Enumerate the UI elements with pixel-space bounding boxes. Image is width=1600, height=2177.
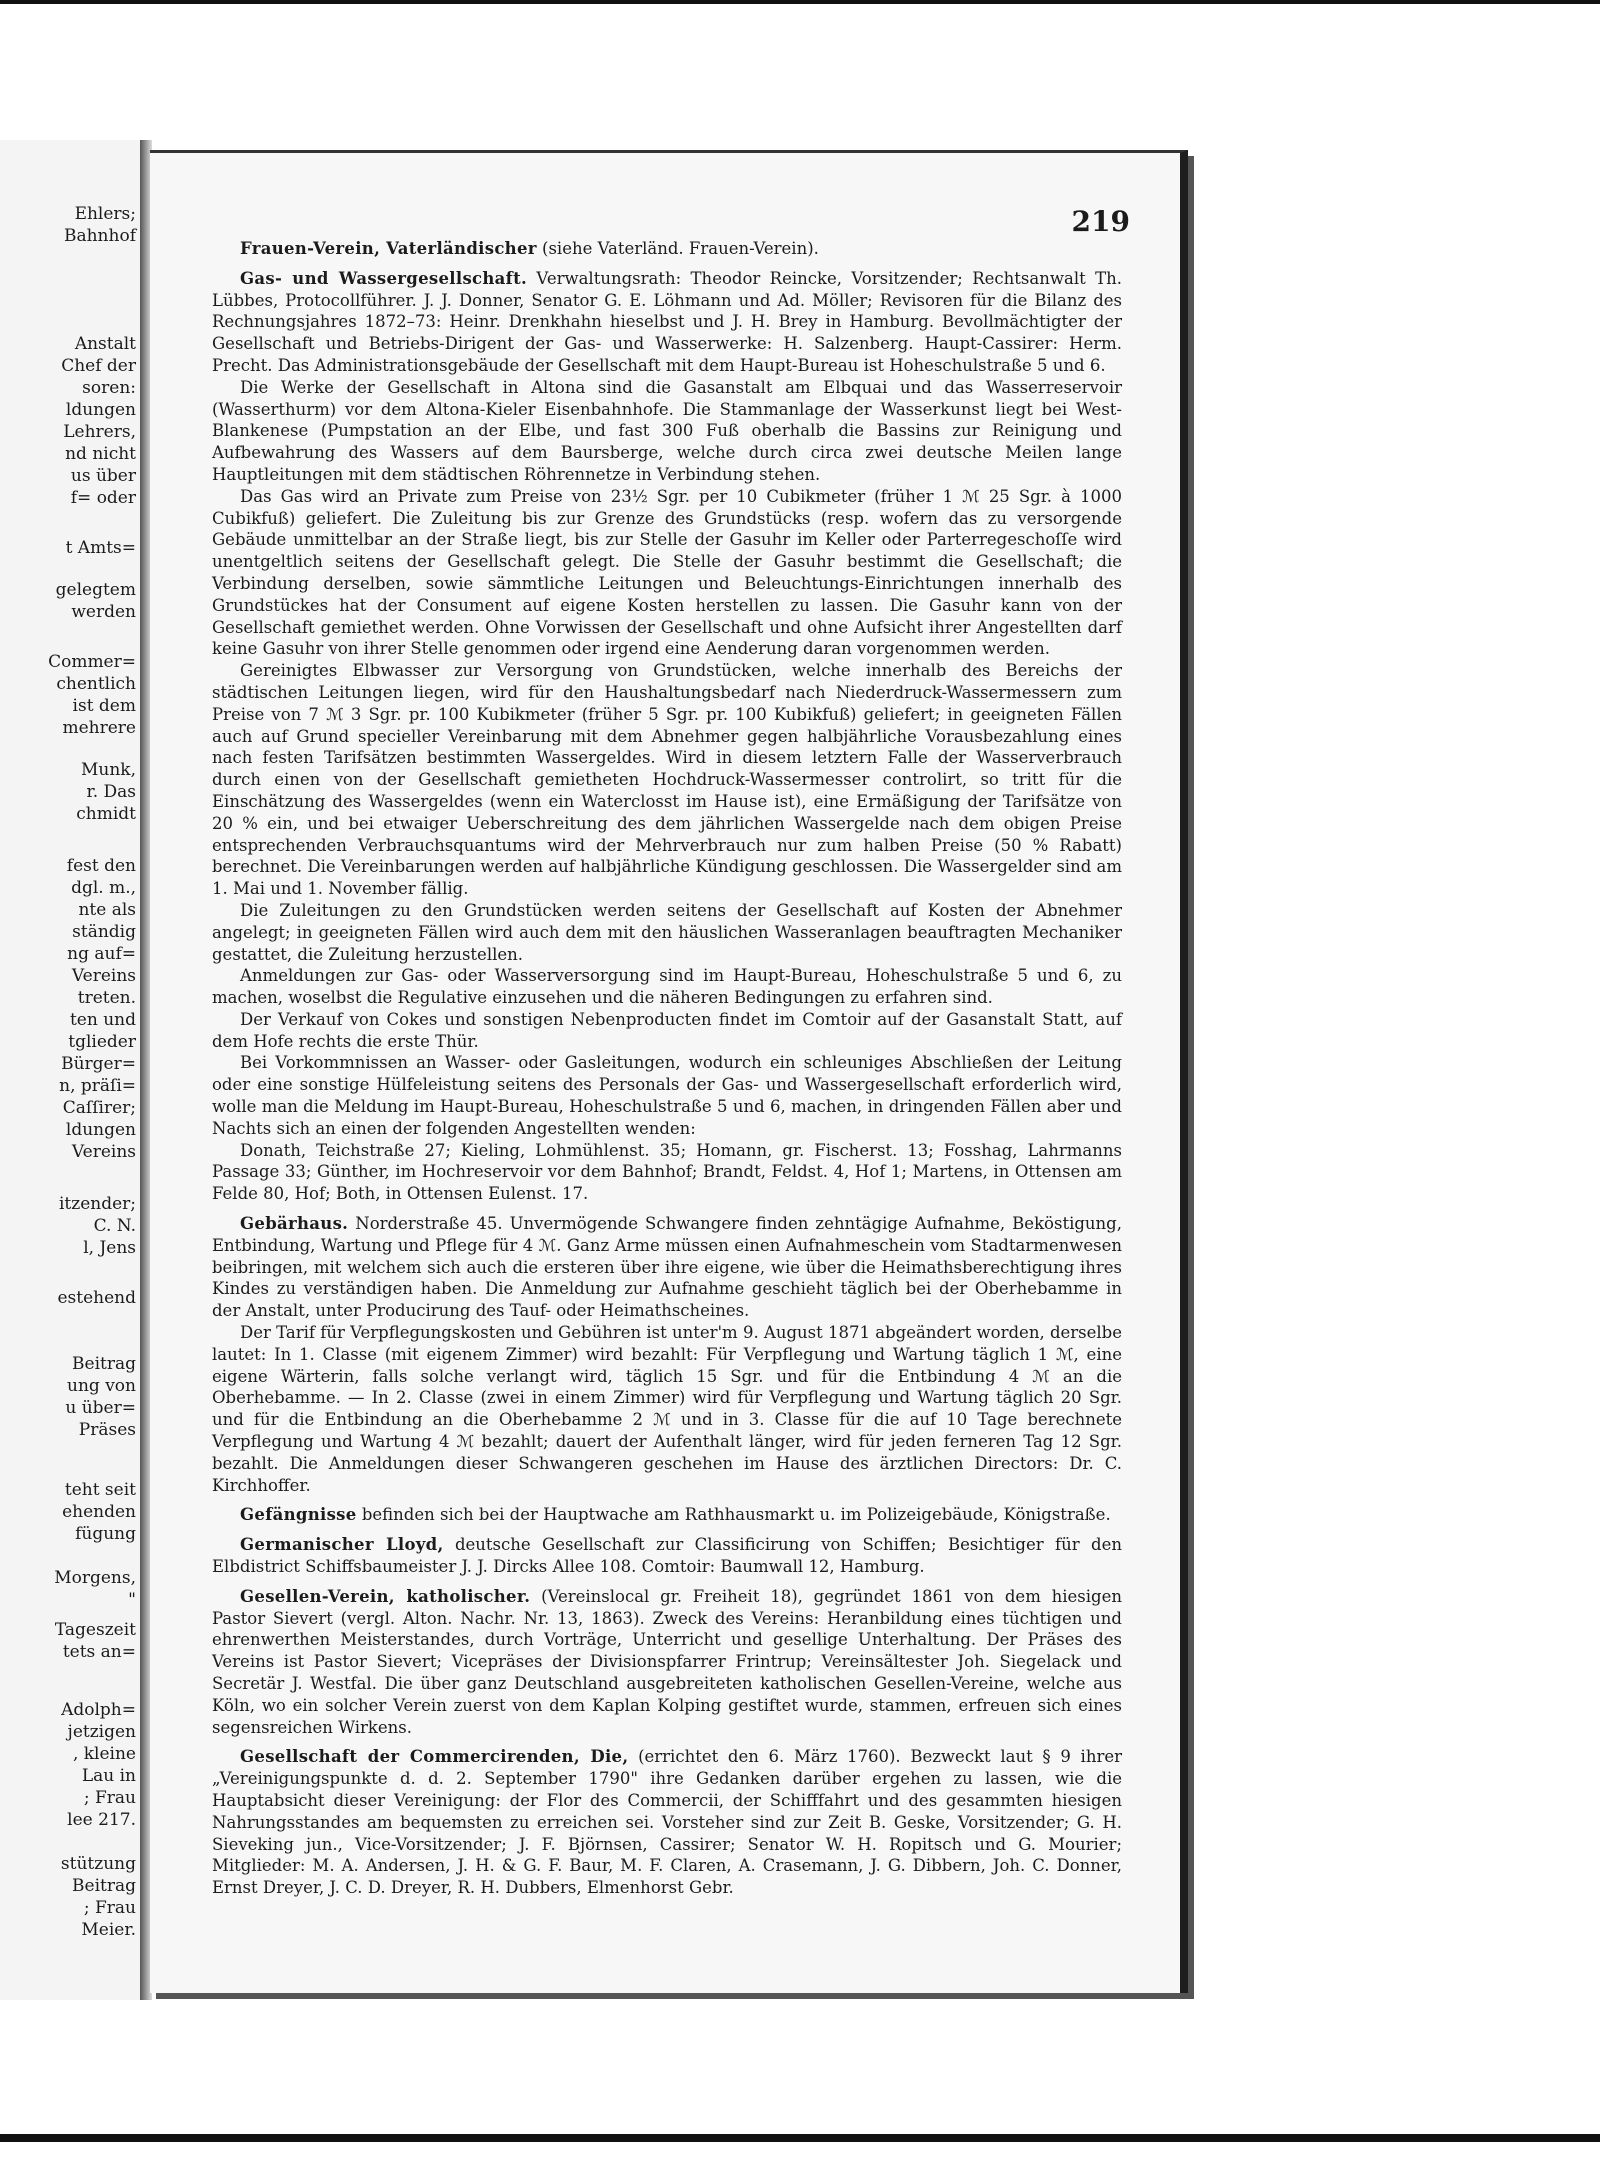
scan-border-bottom [0,2134,1600,2177]
left-page-text-fragment: chmidt [76,804,136,824]
left-page-text-fragment: us über [70,466,136,486]
left-page-text-fragment: fügung [75,1524,136,1544]
left-page-text-fragment: stützung [60,1854,136,1874]
left-page-text-fragment: Adolph= [61,1700,136,1720]
left-page-text-fragment: Lehrers, [63,422,136,442]
entry-heading: Gefängnisse [240,1505,357,1525]
entry-text: Der Tarif für Verpflegungskosten und Gebühren ist unter'm 9. August 1871 abgeändert worden, derselbe lautet: In 1. Classe (mit eigenem Zimmer) wird bezahlt: Für Verpflegung und Wartung täglich 1 ℳ, eine eigene Wärterin, falls solche verlangt wird, täglich 15 Sgr. und für die Entbindung 4 ℳ an die Oberhebamme. — In 2. Classe (zwei in einem Zimmer) wird für Verpflegung und Wartung täglich 20 Sgr. und für die Entbindung an die Oberhebamme 2 ℳ und in 3. Classe für die auf 10 Tage berechnete Verpflegung und Wartung 4 ℳ bezahlt; dauert der Aufenthalt länger, wird für jeden ferneren Tag 12 Sgr. bezahlt. Die Anmeldungen dieser Schwangeren geschehen im Hause des ärztlichen Directors: Dr. C. Kirchhoffer. [212,1323,1122,1495]
scan-border-top [0,0,1600,4]
entry-text: Gereinigtes Elbwasser zur Versorgung von Grundstücken, welche innerhalb des Bereichs der städtischen Leitungen liegen, wird für den Haushaltungsbedarf nach Niederdruck-Wassermessern zum Preise von 7 ℳ 3 Sgr. pr. 100 Kubikmeter (früher 5 Sgr. pr. 100 Kubikfuß) geliefert; in geeigneten Fällen auch auf Grund specieller Vereinbarung mit dem Abnehmer gegen halbjährliche Vorausbezahlung eines nach festen Tarifsätzen bestimmten Wassergeldes. Wird in diesem letztern Falle der Wasserverbrauch durch einen von der Gesellschaft gemietheten Hochdruck-Wassermesser controlirt, so tritt für die Einschätzung des Wassergeldes (wenn ein Waterclosst im Hause ist), eine Ermäßigung der Tarifsätze von 20 % ein, und bei etwaiger Ueberschreitung des dem jährlichen Wassergelde nach dem obigen Preise entsprechenden Verbrauchsquantums wird der Mehrverbrauch nur zum halben Preise (50 % Rabatt) berechnet. Die Vereinbarungen werden auf halbjährliche Kündigung geschlossen. Die Wassergelder sind am 1. Mai und 1. November fällig. [212,661,1122,899]
left-page-text-fragment: dgl. m., [71,878,136,898]
left-page-text-fragment: treten. [77,988,136,1008]
entry-text: (siehe Vaterländ. Frauen-Verein). [542,239,819,258]
left-page-text-fragment: Beitrag [72,1876,136,1896]
entry-text: Verwaltungsrath: Theodor Reincke, Vorsitzender; Rechtsanwalt Th. Lübbes, Protocollführer. J. J. Donner, Senator G. E. Löhmann und Ad. Möller; Revisoren für die Bilanz des Rechnungsjahres 1872–73: Heinr. Drenkhahn hieselbst und J. H. Brey in Hamburg. Bevollmächtigter der Gesellschaft und Betriebs-Dirigent der Gas- und Wasserwerke: H. Salzenberg. Haupt-Cassirer: Herm. Precht. Das Administrationsgebäude der Gesellschaft mit dem Haupt-Bureau ist Hoheschulstraße 5 und 6. [212,268,1122,375]
left-page-text-fragment: Meier. [81,1920,136,1940]
left-page-text-fragment: ldungen [65,400,136,420]
left-page-text-fragment: ng auf= [67,944,136,964]
left-page-text-fragment: nd nicht [65,444,136,464]
entry-text: Bei Vorkommnissen an Wasser- oder Gasleitungen, wodurch ein schleuniges Abschließen der Leitung oder eine sonstige Hülfeleistung seitens des Personals der Gas- und Wassergesellschaft erforderlich wird, wolle man die Meldung im Haupt-Bureau, Hoheschulstraße 5 und 6, machen, in dringenden Fällen aber und Nachts sich an einen der folgenden Angestellten wenden: [212,1053,1122,1138]
page-number: 219 [1071,205,1130,238]
entry-paragraph [212,1504,1122,1526]
entry-paragraph [212,1746,1122,1899]
left-page-text-fragment: tglieder [68,1032,136,1052]
entry-paragraph [212,660,1122,900]
left-page-text-fragment: soren: [82,378,136,398]
left-page-text-fragment: teht seit [64,1480,136,1500]
left-page-text-fragment: ist dem [72,696,136,716]
left-page-text-fragment: chentlich [56,674,136,694]
entry-heading: Gebärhaus. [240,1214,349,1234]
entry-heading: Gesellschaft der Commercirenden, Die, [240,1747,629,1767]
left-page-text-fragment: Chef der [61,356,136,376]
left-page-text-fragment: Morgens, [54,1568,136,1588]
left-page-text-fragment: Bahnhof [63,226,136,246]
directory-entry [212,268,1122,1205]
entry-paragraph [212,1322,1122,1496]
entry-text: Die Werke der Gesellschaft in Altona sind die Gasanstalt am Elbquai und das Wasserreservoir (Wasserthurm) vor dem Altona-Kieler Eisenbahnhofe. Die Stammanlage der Wasserkunst liegt bei West-Blankenese (Pumpstation an der Elbe, und fast 300 Fuß oberhalb die Bassins zur Reinigung und Aufbewahrung des Wassers auf dem Baursberge, welche durch circa zwei deutsche Meilen lange Hauptleitungen mit dem städtischen Röhrennetze in Verbindung stehen. [212,377,1122,484]
left-page-text-fragment: fest den [66,856,136,876]
left-page-text-fragment: ständig [72,922,136,942]
entry-heading: Frauen-Verein, Vaterländischer [240,239,537,258]
entry-text: Das Gas wird an Private zum Preise von 23½ Sgr. per 10 Cubikmeter (früher 1 ℳ 25 Sgr. à 1000 Cubikfuß) geliefert. Die Zuleitung bis zur Grenze des Grundstücks (resp. wofern das zu versorgende Gebäude unmittelbar an der Straße liegt, bis zur Stelle der Gasuhr im Keller oder Parterregeschoſſe wird unentgeltlich seitens der Gesellschaft gelegt. Die Stelle der Gasuhr bestimmt die Gesellschaft; die Verbindung derselben, sowie sämmtliche Leitungen und Beleuchtungs-Einrichtungen innerhalb des Grundstückes hat der Consument auf eigene Kosten herstellen zu lassen. Die Gasuhr kann von der Gesellschaft gemiethet werden. Ohne Vorwissen der Gesellschaft und ohne Aufsicht ihrer Angestellten darf keine Gasuhr von ihrer Stelle genommen oder irgend eine Aenderung daran vorgenommen werden. [212,486,1122,659]
entry-paragraph [212,1586,1122,1739]
left-page-text-fragment: Anstalt [74,334,136,354]
entry-text: Der Verkauf von Cokes und sonstigen Nebenproducten findet im Comtoir auf der Gasanstalt Statt, auf dem Hofe rechts die erste Thür. [212,1009,1122,1051]
directory-entry [212,1586,1122,1739]
left-page-text-fragment: f= oder [70,488,136,508]
entry-heading: Gas- und Wassergesellschaft. [240,268,528,288]
left-page-text-fragment: n, präſi= [59,1076,136,1096]
entry-paragraph [212,486,1122,660]
left-page-text-fragment: jetzigen [67,1722,136,1742]
left-page-text-fragment: Beitrag [72,1354,136,1374]
left-page-text-fragment: ; Frau [83,1788,136,1808]
left-page-text-fragment: nte als [78,900,136,920]
directory-entry [212,1746,1122,1899]
directory-entry [212,1213,1122,1496]
directory-entry [212,238,1122,260]
entry-text: Anmeldungen zur Gas- oder Wasserversorgung sind im Haupt-Bureau, Hoheschulstraße 5 und 6, zu machen, woselbst die Regulative einzusehen und die näheren Bedingungen zu erfahren sind. [212,966,1122,1008]
left-page-text-fragment: ; Frau [83,1898,136,1918]
left-page-text-fragment: Vereins [71,966,136,986]
entry-paragraph [212,1140,1122,1205]
left-page-text-fragment: l, Jens [83,1238,136,1258]
left-page-text-fragment: itzender; [58,1194,136,1214]
left-page-text-fragment: mehrere [62,718,136,738]
left-page-text-fragment: werden [71,602,136,622]
entry-heading: Gesellen-Verein, katholischer. [240,1586,531,1606]
left-page-text-fragment: ten und [69,1010,136,1030]
entry-text: befinden sich bei der Hauptwache am Rathhausmarkt u. im Polizeigebäude, Königstraße. [361,1505,1111,1525]
entry-text: (errichtet den 6. März 1760). Bezweckt laut § 9 ihrer „Vereinigungspunkte d. d. 2. September 1790" ihre Gedanken darüber ergehen zu lassen, wie die Hauptabsicht dieser Vereinigung: der Flor des Commercii, der Schifffahrt und des gesammten hiesigen Nahrungsstandes am bequemsten zu erreichen sei. Vorsteher sind zur Zeit B. Geske, Vorsitzender; G. H. Sieveking jun., Vice-Vorsitzender; J. F. Björnsen, Cassirer; Senator W. H. Ropitsch und G. Mourier; Mitglieder: M. A. Andersen, J. H. & G. F. Baur, M. F. Claren, A. Crasemann, J. G. Dibbern, Joh. C. Donner, Ernst Dreyer, J. C. D. Dreyer, R. H. Dubbers, Elmenhorst Gebr. [212,1747,1122,1898]
entry-paragraph [212,1534,1122,1578]
left-page-text-fragment: Ehlers; [74,204,136,224]
left-page-text-fragment: Commer= [48,652,136,672]
entry-text: Die Zuleitungen zu den Grundstücken werden seitens der Gesellschaft auf Kosten der Abnehmer angelegt; in geeigneten Fällen wird auch dem mit den häuslichen Wasseranlagen beauftragten Mechaniker gestattet, die Zuleitung herzustellen. [212,900,1122,964]
left-page-text-fragment: gelegtem [55,580,136,600]
entry-paragraph [212,965,1122,1009]
directory-entry [212,1534,1122,1578]
left-page-text-fragment: t Amts= [65,538,136,558]
left-page-text-fragment: Tageszeit [54,1620,136,1640]
entry-heading: Germanischer Lloyd, [240,1535,444,1555]
left-page-fragment [0,140,144,2000]
left-page-text-fragment: ldungen [65,1120,136,1140]
entry-text: (Vereinslocal gr. Freiheit 18), gegründet 1861 von dem hiesigen Pastor Sievert (vergl. Alton. Nachr. Nr. 13, 1863). Zweck des Vereins: Heranbildung eines tüchtigen und ehrenwerthen Meisterstandes, durch Vorträge, Unterricht und gesellige Unterhaltung. Der Präses des Vereins ist Pastor Sievert; Vicepräses der Divisionspfarrer Frintrup; Vereinsältester Joh. Siegelack und Secretär J. Westfal. Die über ganz Deutschland ausgebreiteten katholischen Gesellen-Vereine, welche aus Köln, wo ein solcher Verein zuerst von dem Kaplan Kolping gestiftet wurde, stammen, erfreuen sich eines segensreichen Wirkens. [212,1586,1122,1737]
left-page-text-fragment: tets an= [62,1642,136,1662]
right-page [150,150,1188,1993]
left-page-text-fragment: Vereins [71,1142,136,1162]
left-page-text-fragment: , kleine [72,1744,136,1764]
entry-paragraph [212,900,1122,965]
left-page-text-fragment: ehenden [62,1502,136,1522]
left-page-text-fragment: r. Das [86,782,136,802]
left-page-text-fragment: Lau in [81,1766,136,1786]
left-page-text-fragment: C. N. [93,1216,136,1236]
entry-paragraph [212,238,1122,260]
entry-paragraph [212,1213,1122,1322]
entry-text: Donath, Teichstraße 27; Kieling, Lohmühlenst. 35; Homann, gr. Fischerst. 13; Fosshag, Lahrmanns Passage 33; Günther, im Hochreservoir vor dem Bahnhof; Brandt, Feldst. 4, Hof 1; Martens, in Ottensen am Felde 80, Hof; Both, in Ottensen Eulenst. 17. [212,1140,1122,1204]
entry-text: deutsche Gesellschaft zur Classificirung von Schiffen; Besichtiger für den Elbdistrict Schiffsbaumeister J. J. Dircks Allee 108. Comtoir: Baumwall 12, Hamburg. [212,1535,1122,1577]
directory-entry [212,1504,1122,1526]
left-page-text-fragment: Munk, [80,760,136,780]
left-page-text-fragment: ung von [67,1376,136,1396]
left-page-text-fragment: Präses [78,1420,136,1440]
left-page-text-fragment: estehend [57,1288,136,1308]
left-page-text-fragment: lee 217. [67,1810,136,1830]
left-page-text-fragment: Caſſirer; [62,1098,136,1118]
entry-paragraph [212,1052,1122,1139]
entry-paragraph [212,1009,1122,1053]
left-page-text-fragment: Bürger= [61,1054,136,1074]
left-page-text-fragment: u über= [65,1398,136,1418]
entry-text: Norderstraße 45. Unvermögende Schwangere finden zehntägige Aufnahme, Beköstigung, Entbindung, Wartung und Pflege für 4 ℳ. Ganz Arme müssen einen Aufnahmeschein vom Stadtarmenwesen beibringen, mit welchem sich auch die ersteren über ihre eigene, wie über die Heimathsberechtigung ihres Kindes zu verständigen haben. Die Anmeldung zur Aufnahme geschieht täglich bei der Oberhebamme in der Anstalt, unter Producirung des Tauf- oder Heimathscheines. [212,1214,1122,1321]
entry-paragraph [212,377,1122,486]
page-content [212,238,1122,1899]
left-page-text-fragment: " [128,1590,136,1610]
entry-paragraph [212,268,1122,377]
